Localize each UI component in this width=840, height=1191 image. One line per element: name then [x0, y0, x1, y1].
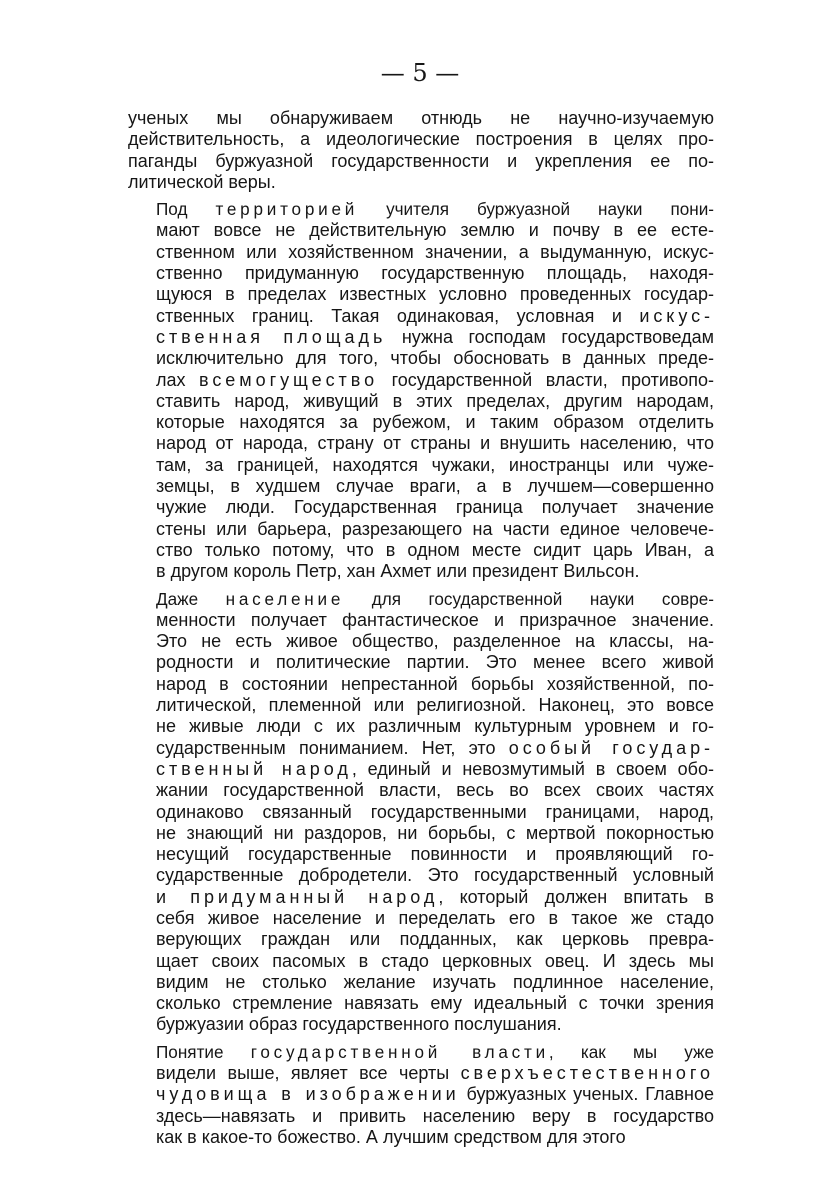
page-number: — 5 — — [380, 59, 460, 87]
text-line — [128, 412, 714, 433]
text-run: паганды буржуазной государственности и укрепления ее по- — [128, 150, 714, 171]
text-line — [128, 129, 714, 150]
text-run: буржуазии образ государственного послушания. — [156, 1014, 562, 1035]
text-line — [128, 972, 714, 993]
text-run: сударственным пониманием. Нет, это — [156, 737, 509, 758]
text-line — [128, 1084, 714, 1105]
text-run: Даже — [156, 588, 226, 609]
body-text — [128, 108, 714, 1148]
text-run: земцы, в худшем случае враги, а в лучшем—совершенно — [156, 476, 714, 497]
text-run: видим не столько желание изучать подлинное население, — [156, 971, 714, 992]
text-line — [128, 540, 714, 561]
text-line — [128, 284, 714, 305]
text-run: одинаково связанный государственными границами, народ, — [156, 801, 714, 822]
text-run: Понятие — [156, 1041, 251, 1062]
spaced-emphasis: ственный народ — [156, 758, 352, 779]
text-run: нужна господам государствоведам — [386, 326, 714, 347]
text-run: сколько стремление навязать ему идеальный с точки зрения — [156, 993, 714, 1014]
text-line — [128, 908, 714, 929]
text-line — [128, 433, 714, 454]
text-line — [128, 497, 714, 518]
text-run: народ в состоянии непрестанной борьбы хозяйственной, по- — [156, 673, 714, 694]
text-run: народ от народа, страну от страны и внушить населению, что — [156, 433, 714, 454]
text-run: лах — [156, 369, 200, 390]
text-run: мают вовсе не действительную землю и почву в ее есте- — [156, 220, 714, 241]
spaced-emphasis: территорией — [215, 199, 359, 220]
text-line — [128, 220, 714, 241]
text-line — [128, 993, 714, 1014]
text-line — [128, 476, 714, 497]
text-run: ственно придуманную государственную площадь, находя- — [156, 263, 714, 284]
text-line — [128, 108, 714, 129]
text-line — [128, 780, 714, 801]
text-line — [128, 306, 714, 327]
paragraph-1 — [128, 108, 714, 193]
text-run: , который должен впитать в — [438, 886, 714, 907]
text-run: здесь—навязать и привить населению веру в государство — [156, 1105, 714, 1126]
text-line — [128, 1106, 714, 1127]
text-line — [128, 263, 714, 284]
text-run: , единый и невозмутимый в своем обо- — [351, 758, 714, 779]
spaced-emphasis: государственной власти — [250, 1041, 549, 1062]
text-run: , как мы уже — [548, 1041, 715, 1062]
text-line — [128, 172, 714, 193]
text-run: ственных границ. Такая одинаковая, условная и — [156, 305, 640, 326]
text-line — [128, 738, 714, 759]
text-run: ученых мы обнаруживаем отнюдь не научно-изучаемую — [128, 108, 714, 128]
text-run: ственном или хозяйственном значении, а выдуманную, искус- — [156, 241, 714, 262]
text-run: верующих граждан или подданных, как церковь превра- — [156, 929, 714, 950]
text-line — [128, 348, 714, 369]
text-run: стены или барьера, разрезающего на части единое человече- — [156, 518, 714, 539]
text-run: для государственной науки совре- — [344, 588, 714, 609]
text-line — [128, 455, 714, 476]
text-line — [128, 631, 714, 652]
paragraph-3 — [128, 589, 714, 1036]
text-run: там, за границей, находятся чужаки, иностранцы или чуже- — [156, 454, 714, 475]
text-line — [128, 370, 714, 391]
text-run: которые находятся за рубежом, и таким образом отделить — [156, 412, 714, 433]
text-line — [128, 151, 714, 172]
text-line — [128, 1063, 714, 1084]
text-run: ставить народ, живущий в этих пределах, другим народам, — [156, 390, 714, 411]
paragraph-4 — [128, 1042, 714, 1148]
text-line — [128, 242, 714, 263]
text-line — [128, 844, 714, 865]
text-run: сударственные добродетели. Это государственный условный — [156, 865, 714, 886]
text-line — [128, 929, 714, 950]
text-line — [128, 802, 714, 823]
text-run: учителя буржуазной науки пони- — [358, 199, 714, 220]
spaced-emphasis: чудовища в изображении — [156, 1084, 460, 1105]
text-line — [128, 716, 714, 737]
text-run: менности получает фантастическое и призрачное значение. — [156, 609, 714, 630]
text-line — [128, 887, 714, 908]
text-run: Под — [156, 199, 216, 220]
text-run: в другом король Петр, хан Ахмет или президент Вильсон. — [156, 561, 640, 582]
text-run: жании государственной власти, весь во всех своих частях — [156, 780, 714, 801]
text-line — [128, 327, 714, 348]
spaced-emphasis: сверхъестественного — [460, 1063, 714, 1084]
text-run: чужие люди. Государственная граница получает значение — [156, 497, 714, 518]
text-line — [128, 391, 714, 412]
text-line — [128, 759, 714, 780]
text-line — [128, 674, 714, 695]
text-line — [128, 1014, 714, 1035]
text-run: Это не есть живое общество, разделенное на классы, на- — [156, 631, 714, 652]
spaced-emphasis: особый государ- — [508, 737, 715, 758]
text-run: не живые люди с их различным культурным уровнем и го- — [156, 716, 714, 737]
text-line — [128, 519, 714, 540]
text-line — [128, 951, 714, 972]
spaced-emphasis: всемогущество — [199, 369, 379, 390]
text-run: видели выше, являет все черты — [156, 1063, 461, 1084]
text-line — [128, 652, 714, 673]
text-run: несущий государственные повинности и проявляющий го- — [156, 844, 714, 865]
paragraph-2 — [128, 199, 714, 582]
spaced-emphasis: ственная площадь — [156, 326, 387, 347]
text-run: родности и политические партии. Это менее всего живой — [156, 652, 714, 673]
text-run: щает своих пасомых в стадо церковных овец. И здесь мы — [156, 950, 714, 971]
text-run: буржуазных ученых. Главное — [459, 1084, 715, 1105]
text-line — [128, 1042, 714, 1063]
text-run: не знающий ни раздоров, ни борьбы, с мертвой покорностью — [156, 822, 714, 843]
text-line — [128, 589, 714, 610]
spaced-emphasis: и придуманный народ — [156, 886, 439, 907]
text-run: исключительно для того, чтобы обосновать в данных преде- — [156, 348, 714, 369]
text-run: щуюся в пределах известных условно проведенных государ- — [156, 284, 714, 305]
text-run: действительность, а идеологические построения в целях про- — [128, 129, 714, 150]
text-line — [128, 610, 714, 631]
spaced-emphasis: население — [225, 588, 345, 609]
spaced-emphasis: искус- — [639, 305, 714, 326]
text-line — [128, 695, 714, 716]
text-run: государственной власти, противопо- — [378, 369, 714, 390]
text-line — [128, 865, 714, 886]
text-line — [128, 561, 714, 582]
text-line — [128, 1127, 714, 1148]
text-line — [128, 199, 714, 220]
text-run: как в какое-то божество. А лучшим средством для этого — [156, 1126, 626, 1147]
text-run: литической, племенной или религиозной. Наконец, это вовсе — [156, 695, 714, 716]
text-run: себя живое население и переделать его в такое же стадо — [156, 907, 714, 928]
text-run: литической веры. — [128, 171, 276, 192]
text-line — [128, 823, 714, 844]
text-run: ство только потому, что в одном месте сидит царь Иван, а — [156, 539, 714, 560]
